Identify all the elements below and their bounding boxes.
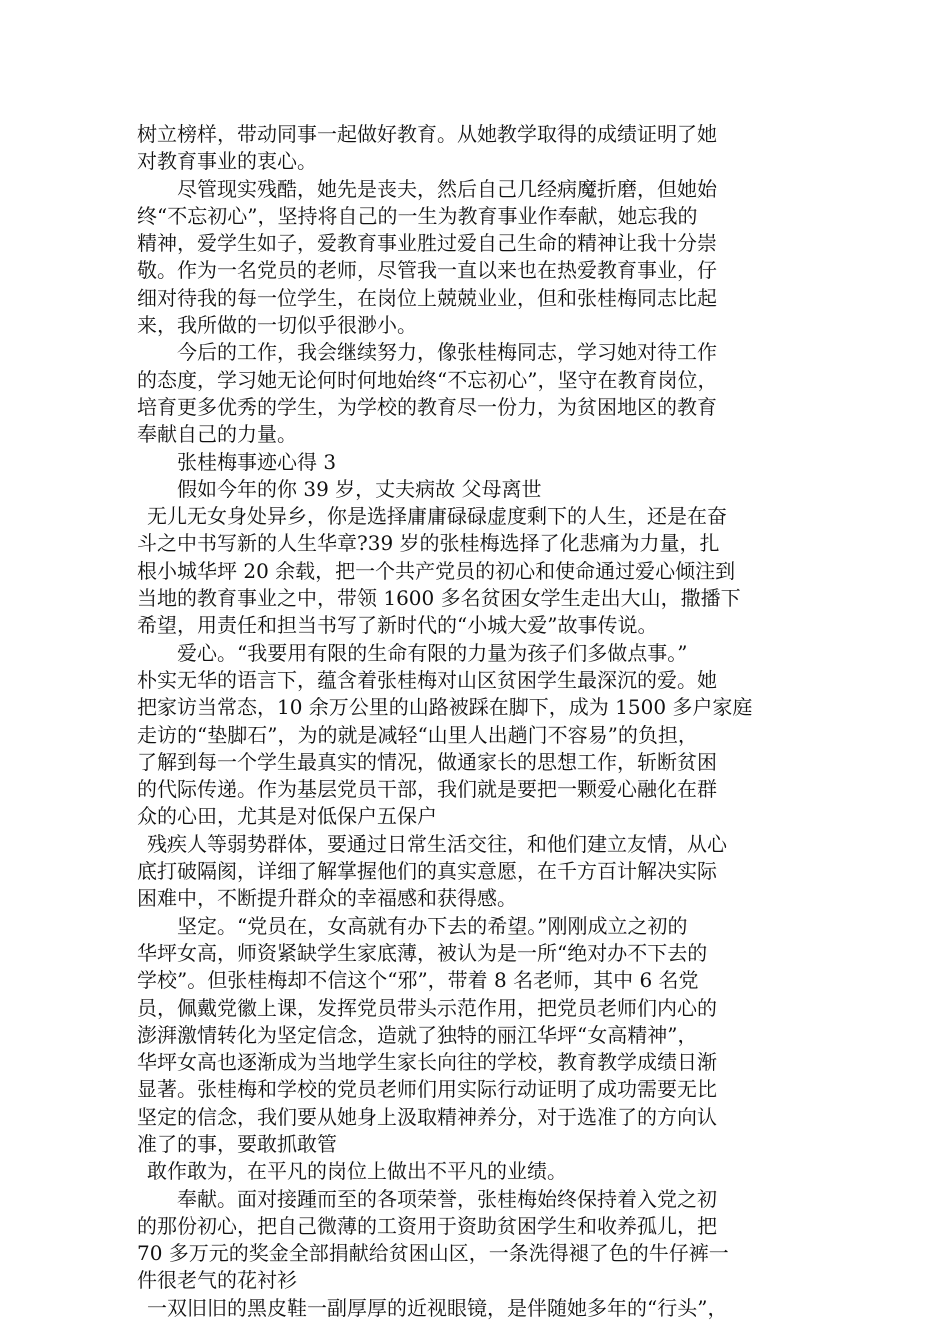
text-line: 华坪女高也逐渐成为当地学生家长向往的学校，教育教学成绩日渐 — [137, 1050, 717, 1075]
paragraph-start-line: 爱心。“我要用有限的生命有限的力量为孩子们多做点事。” — [177, 640, 688, 665]
paragraph-start-line: 坚定。“党员在，女高就有办下去的希望。”刚刚成立之初的 — [177, 913, 688, 938]
text-line: 无儿无女身处异乡，你是选择庸庸碌碌虚度剩下的人生，还是在奋 — [147, 504, 727, 529]
paragraph-start-line: 假如今年的你 39 岁，丈夫病故 父母离世 — [177, 476, 542, 501]
text-line: 的那份初心，把自己微薄的工资用于资助贫困学生和收养孤儿，把 — [137, 1213, 717, 1238]
text-line: 了解到每一个学生最真实的情况，做通家长的思想工作，斩断贫困 — [137, 749, 717, 774]
text-line: 奉献自己的力量。 — [137, 422, 297, 447]
text-line: 华坪女高，师资紧缺学生家底薄，被认为是一所“绝对办不下去的 — [137, 940, 708, 965]
text-line: 敬。作为一名党员的老师，尽管我一直以来也在热爱教育事业，仔 — [137, 258, 717, 283]
text-line: 坚定的信念，我们要从她身上汲取精神养分，对于选准了的方向认 — [137, 1104, 717, 1129]
text-line: 底打破隔阂，详细了解掌握他们的真实意愿，在千方百计解决实际 — [137, 859, 717, 884]
text-line: 准了的事，要敢抓敢管 — [137, 1131, 337, 1156]
text-line: 困难中，不断提升群众的幸福感和获得感。 — [137, 886, 517, 911]
paragraph-start-line: 奉献。面对接踵而至的各项荣誉，张桂梅始终保持着入党之初 — [177, 1186, 717, 1211]
paragraph-start-line: 今后的工作，我会继续努力，像张桂梅同志，学习她对待工作 — [177, 340, 717, 365]
text-line: 把家访当常态，10 余万公里的山路被踩在脚下，成为 1500 多户家庭 — [137, 695, 753, 720]
text-line: 培育更多优秀的学生，为学校的教育尽一份力，为贫困地区的教育 — [137, 394, 717, 419]
text-line: 朴实无华的语言下，蕴含着张桂梅对山区贫困学生最深沉的爱。她 — [137, 667, 717, 692]
section-heading: 张桂梅事迹心得 3 — [177, 449, 337, 474]
text-line: 树立榜样，带动同事一起做好教育。从她教学取得的成绩证明了她 — [137, 122, 717, 146]
text-line: 员，佩戴党徽上课，发挥党员带头示范作用，把党员老师们内心的 — [137, 995, 717, 1020]
text-line: 70 多万元的奖金全部捐献给贫困山区，一条洗得褪了色的牛仔裤一 — [137, 1241, 729, 1266]
text-line: 件很老气的花衬衫 — [137, 1268, 297, 1293]
text-line: 斗之中书写新的人生华章?39 岁的张桂梅选择了化悲痛为力量，扎 — [137, 531, 720, 556]
text-line: 残疾人等弱势群体，要通过日常生活交往，和他们建立友情，从心 — [147, 831, 727, 856]
text-line: 一双旧旧的黑皮鞋一副厚厚的近视眼镜，是伴随她多年的“行头”， — [147, 1295, 728, 1320]
text-line: 精神，爱学生如子，爱教育事业胜过爱自己生命的精神让我十分崇 — [137, 231, 717, 256]
text-line: 敢作敢为，在平凡的岗位上做出不平凡的业绩。 — [147, 1159, 567, 1184]
text-line: 的代际传递。作为基层党员干部，我们就是要把一颗爱心融化在群 — [137, 777, 717, 802]
text-line: 众的心田，尤其是对低保户五保户 — [137, 804, 437, 829]
text-line: 终“不忘初心”，坚持将自己的一生为教育事业作奉献，她忘我的 — [137, 203, 698, 228]
text-line: 根小城华坪 20 余载，把一个共产党员的初心和使命通过爱心倾注到 — [137, 558, 736, 583]
text-line: 学校”。但张桂梅却不信这个“邪”，带着 8 名老师，其中 6 名党 — [137, 968, 699, 993]
text-line: 澎湃激情转化为坚定信念，造就了独特的丽江华坪“女高精神”， — [137, 1022, 698, 1047]
text-line: 细对待我的每一位学生，在岗位上兢兢业业，但和张桂梅同志比起 — [137, 285, 717, 310]
paragraph-start-line: 尽管现实残酷，她先是丧夫，然后自己几经病魔折磨，但她始 — [177, 176, 717, 201]
text-line: 希望，用责任和担当书写了新时代的“小城大爱”故事传说。 — [137, 613, 658, 638]
text-line: 走访的“垫脚石”，为的就是减轻“山里人出趟门不容易”的负担， — [137, 722, 698, 747]
text-line: 显著。张桂梅和学校的党员老师们用实际行动证明了成功需要无比 — [137, 1077, 717, 1102]
document-body — [137, 121, 817, 1322]
text-line: 当地的教育事业之中，带领 1600 多名贫困女学生走出大山，撒播下 — [137, 586, 741, 611]
text-line: 的态度，学习她无论何时何地始终“不忘初心”，坚守在教育岗位， — [137, 367, 718, 392]
text-line: 对教育事业的衷心。 — [137, 149, 317, 174]
text-line: 来，我所做的一切似乎很渺小。 — [137, 313, 417, 338]
